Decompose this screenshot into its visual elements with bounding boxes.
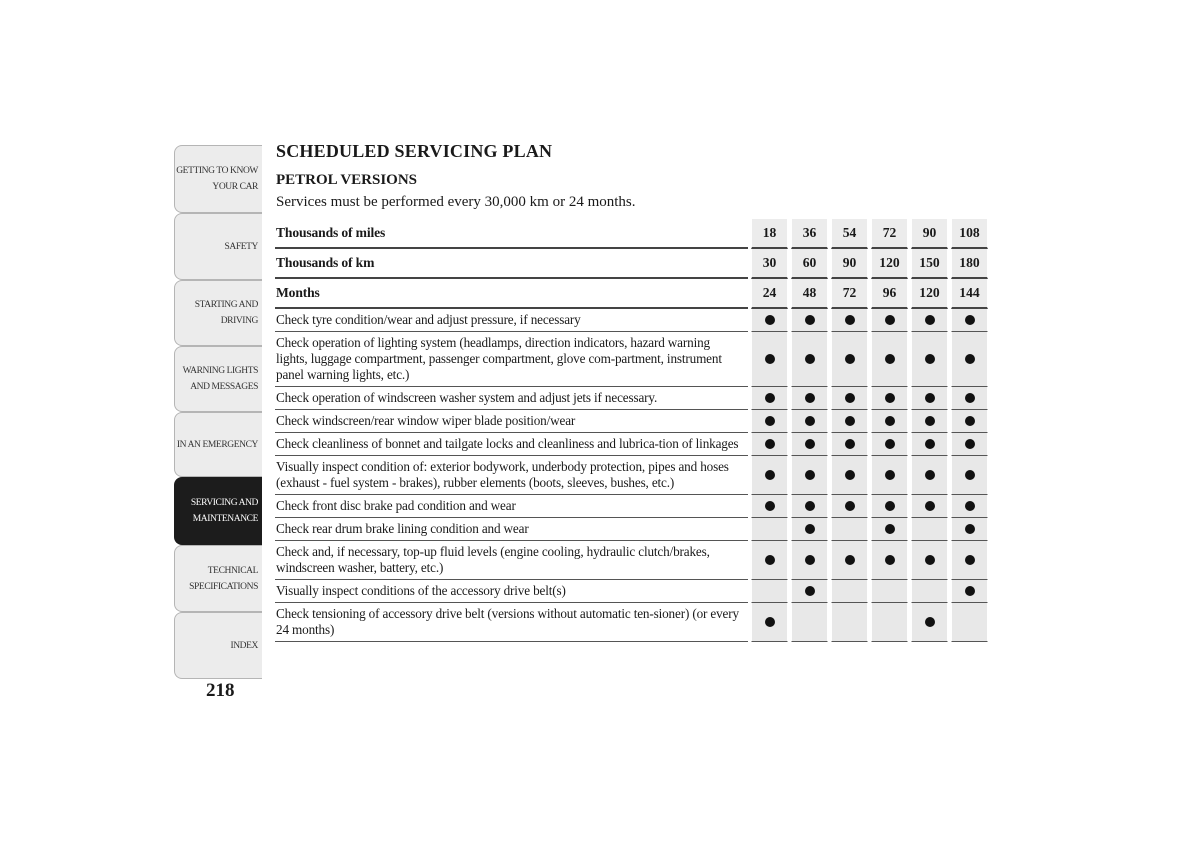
service-cell bbox=[751, 580, 788, 603]
page-title: SCHEDULED SERVICING PLAN bbox=[276, 141, 553, 161]
header-value: 72 bbox=[831, 279, 868, 309]
service-cell bbox=[871, 456, 908, 495]
table-row bbox=[275, 410, 988, 433]
check-mark-icon bbox=[965, 586, 975, 596]
check-mark-icon bbox=[765, 501, 775, 511]
service-cell bbox=[831, 456, 868, 495]
header-value: 180 bbox=[951, 249, 988, 279]
service-cell bbox=[751, 518, 788, 541]
service-cell bbox=[951, 518, 988, 541]
section-tab-5[interactable]: IN AN EMERGENCY bbox=[174, 412, 262, 477]
operation-text: Visually inspect conditions of the accessory drive belt(s) bbox=[275, 580, 748, 603]
header-label: Months bbox=[275, 279, 748, 309]
check-mark-icon bbox=[925, 393, 935, 403]
operation-text: Check operation of lighting system (headlamps, direction indicators, hazard warning lights, luggage compartment, passenger compartment, glove com-partment, instrument panel warning lights, etc.) bbox=[275, 332, 748, 387]
header-value: 18 bbox=[751, 219, 788, 249]
check-mark-icon bbox=[885, 501, 895, 511]
service-cell bbox=[951, 332, 988, 387]
service-cell bbox=[791, 332, 828, 387]
service-cell bbox=[791, 387, 828, 410]
table-row bbox=[275, 309, 988, 332]
header-value: 150 bbox=[911, 249, 948, 279]
section-tab-3[interactable]: STARTING AND DRIVING bbox=[174, 280, 262, 346]
check-mark-icon bbox=[765, 416, 775, 426]
check-mark-icon bbox=[845, 315, 855, 325]
header-row bbox=[275, 249, 988, 279]
check-mark-icon bbox=[845, 439, 855, 449]
check-mark-icon bbox=[845, 501, 855, 511]
header-value: 30 bbox=[751, 249, 788, 279]
section-subtitle: PETROL VERSIONS bbox=[276, 172, 418, 188]
header-label: Thousands of km bbox=[275, 249, 748, 279]
check-mark-icon bbox=[885, 416, 895, 426]
check-mark-icon bbox=[885, 470, 895, 480]
service-cell bbox=[951, 456, 988, 495]
header-row bbox=[275, 219, 988, 249]
service-cell bbox=[831, 603, 868, 642]
check-mark-icon bbox=[845, 555, 855, 565]
table-row bbox=[275, 518, 988, 541]
section-tab-7[interactable]: TECHNICAL SPECIFICATIONS bbox=[174, 545, 262, 612]
service-cell bbox=[791, 518, 828, 541]
check-mark-icon bbox=[925, 555, 935, 565]
table-row bbox=[275, 332, 988, 387]
service-cell bbox=[791, 541, 828, 580]
service-cell bbox=[751, 541, 788, 580]
operation-text: Check cleanliness of bonnet and tailgate locks and cleanliness and lubrica-tion of linkages bbox=[275, 433, 748, 456]
service-cell bbox=[871, 387, 908, 410]
service-cell bbox=[831, 518, 868, 541]
service-cell bbox=[791, 410, 828, 433]
operation-text: Check rear drum brake lining condition and wear bbox=[275, 518, 748, 541]
service-cell bbox=[751, 332, 788, 387]
check-mark-icon bbox=[805, 470, 815, 480]
check-mark-icon bbox=[925, 354, 935, 364]
header-value: 48 bbox=[791, 279, 828, 309]
check-mark-icon bbox=[965, 315, 975, 325]
service-cell bbox=[831, 541, 868, 580]
check-mark-icon bbox=[925, 501, 935, 511]
table-row bbox=[275, 603, 988, 642]
table-row bbox=[275, 580, 988, 603]
check-mark-icon bbox=[765, 315, 775, 325]
check-mark-icon bbox=[805, 393, 815, 403]
check-mark-icon bbox=[805, 586, 815, 596]
table-row bbox=[275, 433, 988, 456]
check-mark-icon bbox=[925, 617, 935, 627]
service-cell bbox=[951, 410, 988, 433]
intro-text: Services must be performed every 30,000 km or 24 months. bbox=[276, 194, 636, 210]
check-mark-icon bbox=[885, 439, 895, 449]
service-cell bbox=[751, 309, 788, 332]
service-cell bbox=[871, 332, 908, 387]
service-cell bbox=[871, 541, 908, 580]
operation-text: Check windscreen/rear window wiper blade position/wear bbox=[275, 410, 748, 433]
service-cell bbox=[951, 580, 988, 603]
check-mark-icon bbox=[805, 416, 815, 426]
check-mark-icon bbox=[965, 416, 975, 426]
section-tab-8[interactable]: INDEX bbox=[174, 612, 262, 679]
section-tab-6[interactable]: SERVICING AND MAINTENANCE bbox=[174, 477, 262, 545]
operation-text: Check tensioning of accessory drive belt (versions without automatic ten-sioner) (or every 24 months) bbox=[275, 603, 748, 642]
check-mark-icon bbox=[925, 416, 935, 426]
service-cell bbox=[751, 433, 788, 456]
header-value: 120 bbox=[911, 279, 948, 309]
check-mark-icon bbox=[765, 617, 775, 627]
header-value: 96 bbox=[871, 279, 908, 309]
page-number: 218 bbox=[206, 680, 235, 701]
service-cell bbox=[911, 387, 948, 410]
service-cell bbox=[831, 332, 868, 387]
service-cell bbox=[951, 309, 988, 332]
service-cell bbox=[831, 309, 868, 332]
service-cell bbox=[831, 433, 868, 456]
service-cell bbox=[751, 603, 788, 642]
header-value: 72 bbox=[871, 219, 908, 249]
check-mark-icon bbox=[885, 315, 895, 325]
service-cell bbox=[831, 495, 868, 518]
header-label: Thousands of miles bbox=[275, 219, 748, 249]
table-row bbox=[275, 541, 988, 580]
header-value: 90 bbox=[831, 249, 868, 279]
check-mark-icon bbox=[965, 470, 975, 480]
table-row bbox=[275, 387, 988, 410]
check-mark-icon bbox=[805, 524, 815, 534]
header-value: 90 bbox=[911, 219, 948, 249]
service-cell bbox=[871, 580, 908, 603]
check-mark-icon bbox=[965, 555, 975, 565]
service-cell bbox=[911, 332, 948, 387]
service-cell bbox=[791, 456, 828, 495]
check-mark-icon bbox=[885, 555, 895, 565]
service-cell bbox=[871, 410, 908, 433]
check-mark-icon bbox=[845, 393, 855, 403]
service-cell bbox=[751, 495, 788, 518]
service-cell bbox=[911, 495, 948, 518]
check-mark-icon bbox=[925, 470, 935, 480]
check-mark-icon bbox=[805, 555, 815, 565]
section-tab-1[interactable]: GETTING TO KNOW YOUR CAR bbox=[174, 145, 262, 213]
service-cell bbox=[831, 387, 868, 410]
header-value: 60 bbox=[791, 249, 828, 279]
service-cell bbox=[791, 495, 828, 518]
service-cell bbox=[951, 433, 988, 456]
service-cell bbox=[911, 410, 948, 433]
check-mark-icon bbox=[925, 315, 935, 325]
service-cell bbox=[911, 518, 948, 541]
check-mark-icon bbox=[765, 470, 775, 480]
operation-text: Check and, if necessary, top-up fluid levels (engine cooling, hydraulic clutch/brakes, windscreen washer, battery, etc.) bbox=[275, 541, 748, 580]
service-cell bbox=[911, 456, 948, 495]
check-mark-icon bbox=[765, 555, 775, 565]
service-cell bbox=[871, 518, 908, 541]
header-value: 120 bbox=[871, 249, 908, 279]
service-cell bbox=[911, 541, 948, 580]
service-cell bbox=[791, 580, 828, 603]
service-cell bbox=[911, 433, 948, 456]
service-cell bbox=[911, 603, 948, 642]
header-value: 108 bbox=[951, 219, 988, 249]
table-row bbox=[275, 456, 988, 495]
check-mark-icon bbox=[965, 354, 975, 364]
operation-text: Check tyre condition/wear and adjust pressure, if necessary bbox=[275, 309, 748, 332]
check-mark-icon bbox=[965, 501, 975, 511]
check-mark-icon bbox=[885, 393, 895, 403]
table-row bbox=[275, 495, 988, 518]
service-cell bbox=[751, 456, 788, 495]
service-cell bbox=[791, 309, 828, 332]
service-cell bbox=[871, 309, 908, 332]
header-value: 144 bbox=[951, 279, 988, 309]
check-mark-icon bbox=[805, 501, 815, 511]
service-cell bbox=[791, 433, 828, 456]
servicing-plan-table bbox=[275, 219, 988, 642]
check-mark-icon bbox=[845, 416, 855, 426]
service-cell bbox=[791, 603, 828, 642]
section-tab-2[interactable]: SAFETY bbox=[174, 213, 262, 280]
check-mark-icon bbox=[765, 354, 775, 364]
check-mark-icon bbox=[765, 393, 775, 403]
service-cell bbox=[831, 580, 868, 603]
operation-text: Visually inspect condition of: exterior bodywork, underbody protection, pipes and hoses (exhaust - fuel system - brakes), rubber elements (boots, sleeves, bushes, etc.) bbox=[275, 456, 748, 495]
check-mark-icon bbox=[805, 315, 815, 325]
service-cell bbox=[751, 410, 788, 433]
header-value: 24 bbox=[751, 279, 788, 309]
service-cell bbox=[911, 309, 948, 332]
service-cell bbox=[871, 433, 908, 456]
check-mark-icon bbox=[845, 470, 855, 480]
check-mark-icon bbox=[845, 354, 855, 364]
service-cell bbox=[951, 541, 988, 580]
section-tab-4[interactable]: WARNING LIGHTS AND MESSAGES bbox=[174, 346, 262, 412]
header-value: 36 bbox=[791, 219, 828, 249]
header-value: 54 bbox=[831, 219, 868, 249]
service-cell bbox=[871, 495, 908, 518]
check-mark-icon bbox=[805, 439, 815, 449]
operation-text: Check operation of windscreen washer system and adjust jets if necessary. bbox=[275, 387, 748, 410]
service-cell bbox=[751, 387, 788, 410]
service-cell bbox=[951, 387, 988, 410]
operation-text: Check front disc brake pad condition and wear bbox=[275, 495, 748, 518]
service-cell bbox=[911, 580, 948, 603]
check-mark-icon bbox=[925, 439, 935, 449]
check-mark-icon bbox=[885, 354, 895, 364]
check-mark-icon bbox=[885, 524, 895, 534]
service-cell bbox=[951, 495, 988, 518]
check-mark-icon bbox=[965, 524, 975, 534]
check-mark-icon bbox=[765, 439, 775, 449]
service-cell bbox=[871, 603, 908, 642]
check-mark-icon bbox=[965, 393, 975, 403]
header-row bbox=[275, 279, 988, 309]
service-cell bbox=[951, 603, 988, 642]
check-mark-icon bbox=[805, 354, 815, 364]
check-mark-icon bbox=[965, 439, 975, 449]
service-cell bbox=[831, 410, 868, 433]
